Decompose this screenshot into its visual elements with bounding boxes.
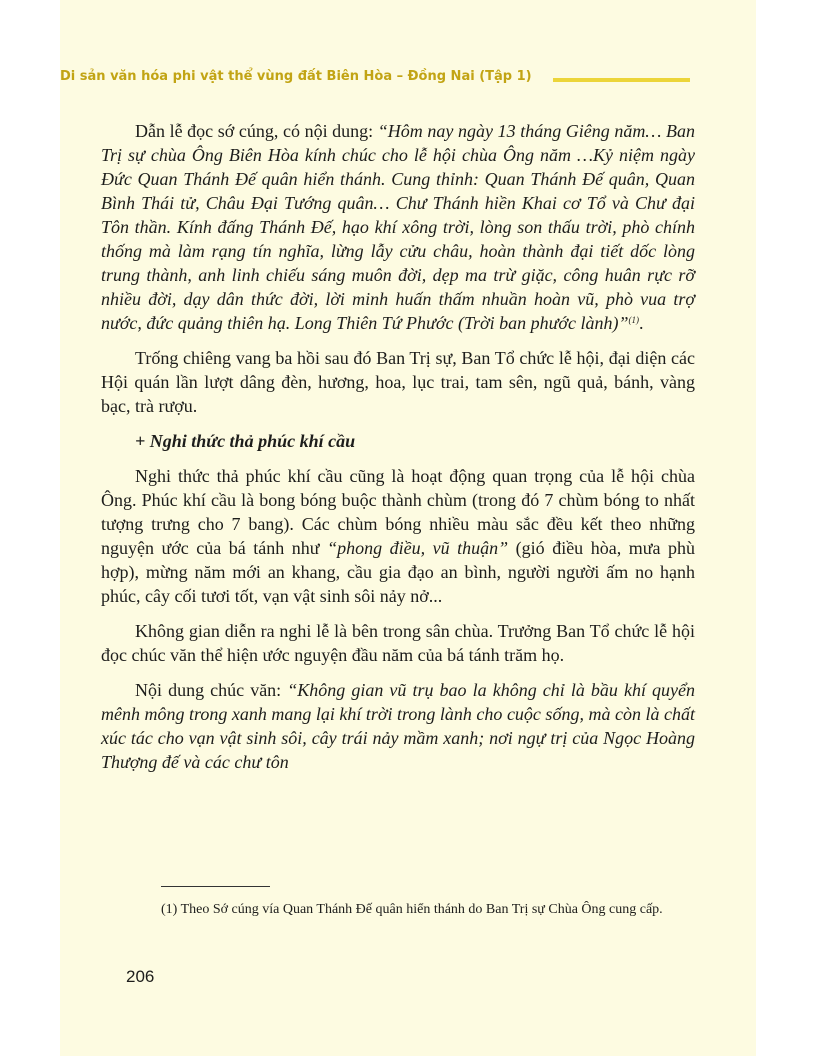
paragraph-ritual-space: Không gian diễn ra nghi lễ là bên trong sân chùa. Trưởng Ban Tổ chức lễ hội đọc chúc văn thể hiện ước nguyện đầu năm của bá tánh trăm họ.	[101, 621, 695, 665]
quoted-phrase: “phong điều, vũ thuận”	[327, 538, 509, 558]
paragraph-blessing-content	[101, 678, 695, 774]
running-header-title: Di sản văn hóa phi vật thể vùng đất Biên Hòa – Đồng Nai (Tập 1)	[60, 69, 532, 84]
paragraph-lead: Nghi thức thả phúc khí cầu cũng là hoạt động quan trọng của lễ hội chùa Ông. Phúc khí cầu là bong bóng buộc thành chùm (trong đó 7 chùm bóng to nhất tượng trưng cho 7 bang). Các chùm bóng nhiều màu sắc đều kết theo những nguyện ước của bá tánh như	[101, 466, 695, 558]
paragraph-offerings: Trống chiêng vang ba hồi sau đó Ban Trị sự, Ban Tổ chức lễ hội, đại diện các Hội quán lần lượt dâng đèn, hương, hoa, lục trai, tam sên, ngũ quả, bánh, vàng bạc, trà rượu.	[101, 348, 695, 416]
page-number: 206	[126, 967, 155, 986]
quoted-prayer: “Hôm nay ngày 13 tháng Giêng năm… Ban Trị sự chùa Ông Biên Hòa kính chúc cho lễ hội chùa Ông năm …Kỷ niệm ngày Đức Quan Thánh Đế quân hiển thánh. Cung thỉnh: Quan Thánh Đế quân, Quan Bình Thái tử, Châu Đại Tướng quân… Chư Thánh hiền Khai cơ Tổ và Chư đại Tôn thần. Kính đấng Thánh Đế, hạo khí xông trời, lòng son thấu trời, phò chính thống mà làm rạng tín nghĩa, lừng lẫy cửu châu, hoàn thành đại tiết dốc lòng trung thành, anh linh chiếu sáng muôn đời, dẹp ma trừ giặc, công huân rực rỡ nhiều đời, dạy dân thức đời, lời minh huấn thấm nhuần hoàn vũ, phò vua trợ nước, đức quảng thiên hạ. Long Thiên Tứ Phước (Trời ban phước lành)”	[101, 121, 695, 333]
body-text	[101, 119, 695, 785]
section-subheading: + Nghi thức thả phúc khí cầu	[135, 431, 356, 451]
footnote: (1) Theo Sớ cúng vía Quan Thánh Đế quân hiển thánh do Ban Trị sự Chùa Ông cung cấp.	[161, 902, 663, 917]
paragraph-lead: Dẫn lễ đọc sớ cúng, có nội dung:	[135, 121, 378, 141]
paragraph-ritual-prayer	[101, 119, 695, 335]
header-decorative-rule	[553, 78, 690, 82]
paragraph-tail: .	[639, 313, 644, 333]
footnote-reference: (1)	[628, 315, 640, 325]
paragraph-lead: Nội dung chúc văn:	[135, 680, 288, 700]
footnote-divider	[161, 886, 270, 887]
paragraph-balloon-ritual	[101, 464, 695, 608]
quoted-blessing: “Không gian vũ trụ bao la không chỉ là bầu khí quyển mênh mông trong xanh mang lại khí trời trong lành cho cuộc sống, mà còn là chất xúc tác cho vạn vật sinh sôi, cây trái nảy mầm xanh; nơi ngự trị của Ngọc Hoàng Thượng đế và các chư tôn	[101, 680, 696, 772]
paragraph-tail: (gió điều hòa, mưa phù hợp), mừng năm mới an khang, cầu gia đạo an bình, người người ấm no hạnh phúc, cây cối tươi tốt, vạn vật sinh sôi nảy nở...	[101, 538, 695, 606]
running-header	[60, 69, 700, 91]
